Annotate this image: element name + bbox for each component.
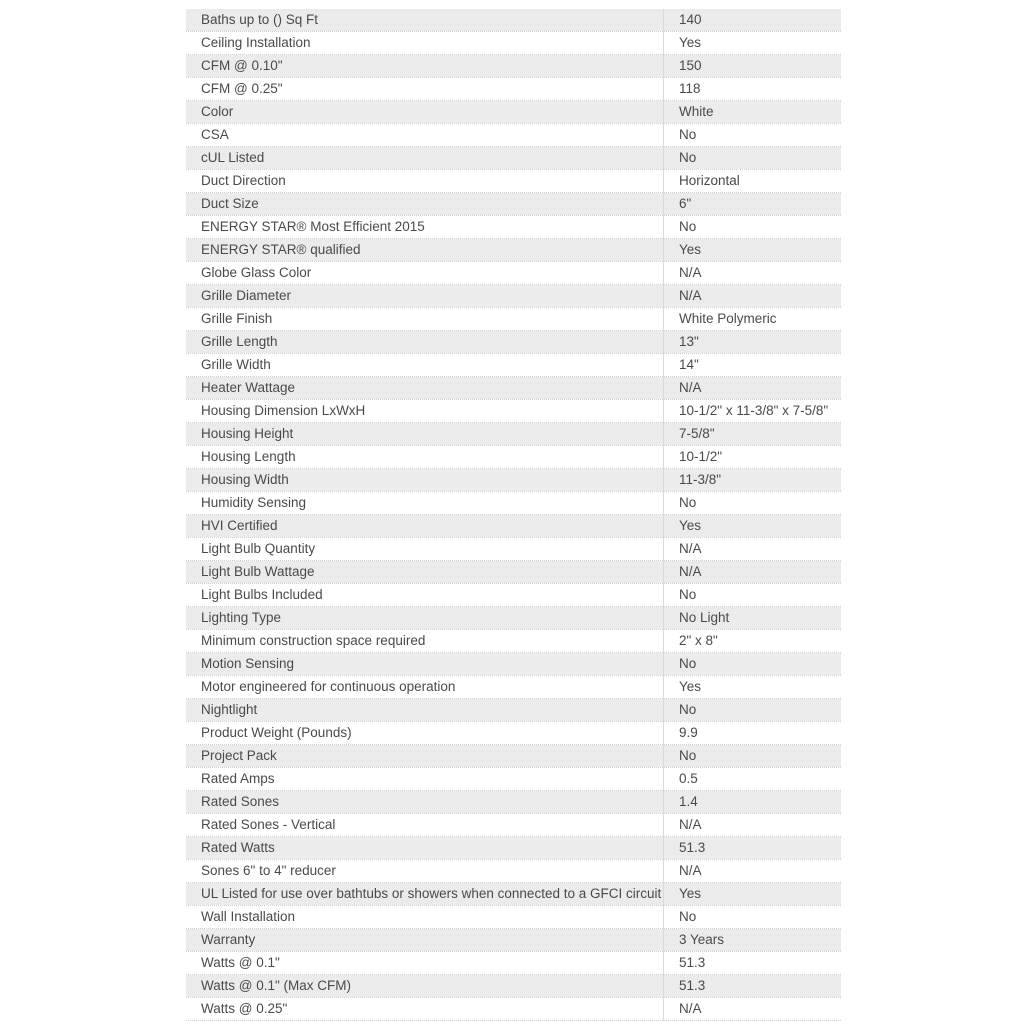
spec-label: Rated Sones xyxy=(186,791,664,814)
spec-label: Watts @ 0.25" xyxy=(186,998,664,1021)
table-row xyxy=(186,998,841,1021)
spec-label: CFM @ 0.10" xyxy=(186,55,664,78)
table-row xyxy=(186,469,841,492)
spec-label: Rated Watts xyxy=(186,837,664,860)
spec-label: ENERGY STAR® Most Efficient 2015 xyxy=(186,216,664,239)
spec-value: 1.4 xyxy=(664,791,842,814)
spec-label: Light Bulb Quantity xyxy=(186,538,664,561)
spec-value: 7-5/8" xyxy=(664,423,842,446)
table-row xyxy=(186,101,841,124)
spec-value: 11-3/8" xyxy=(664,469,842,492)
spec-value: 0.5 xyxy=(664,768,842,791)
specifications-table-body xyxy=(186,9,841,1021)
table-row xyxy=(186,216,841,239)
spec-value: No Light xyxy=(664,607,842,630)
table-row xyxy=(186,446,841,469)
table-row xyxy=(186,285,841,308)
spec-label: Watts @ 0.1" (Max CFM) xyxy=(186,975,664,998)
spec-value: No xyxy=(664,653,842,676)
table-row xyxy=(186,124,841,147)
spec-value: Horizontal xyxy=(664,170,842,193)
table-row xyxy=(186,653,841,676)
spec-label: Watts @ 0.1" xyxy=(186,952,664,975)
table-row xyxy=(186,952,841,975)
table-row xyxy=(186,860,841,883)
spec-label: Project Pack xyxy=(186,745,664,768)
spec-label: Grille Diameter xyxy=(186,285,664,308)
spec-label: Housing Dimension LxWxH xyxy=(186,400,664,423)
table-row xyxy=(186,147,841,170)
spec-value: White xyxy=(664,101,842,124)
spec-value: 51.3 xyxy=(664,975,842,998)
spec-value: No xyxy=(664,906,842,929)
spec-label: UL Listed for use over bathtubs or showers when connected to a GFCI circuit xyxy=(186,883,664,906)
spec-label: Humidity Sensing xyxy=(186,492,664,515)
spec-value: No xyxy=(664,147,842,170)
table-row xyxy=(186,722,841,745)
table-row xyxy=(186,515,841,538)
spec-value: Yes xyxy=(664,239,842,262)
table-row xyxy=(186,239,841,262)
spec-label: CFM @ 0.25" xyxy=(186,78,664,101)
spec-value: 150 xyxy=(664,55,842,78)
spec-label: Grille Width xyxy=(186,354,664,377)
spec-label: Duct Size xyxy=(186,193,664,216)
table-row xyxy=(186,607,841,630)
table-row xyxy=(186,262,841,285)
spec-value: 118 xyxy=(664,78,842,101)
spec-label: HVI Certified xyxy=(186,515,664,538)
spec-label: Rated Sones - Vertical xyxy=(186,814,664,837)
table-row xyxy=(186,929,841,952)
table-row xyxy=(186,377,841,400)
spec-label: Motion Sensing xyxy=(186,653,664,676)
spec-value: N/A xyxy=(664,860,842,883)
table-row xyxy=(186,423,841,446)
table-row xyxy=(186,883,841,906)
table-row xyxy=(186,400,841,423)
table-row xyxy=(186,676,841,699)
spec-label: Light Bulbs Included xyxy=(186,584,664,607)
spec-value: No xyxy=(664,216,842,239)
spec-value: 140 xyxy=(664,9,842,32)
spec-value: Yes xyxy=(664,676,842,699)
table-row xyxy=(186,791,841,814)
spec-value: No xyxy=(664,492,842,515)
spec-label: Ceiling Installation xyxy=(186,32,664,55)
spec-label: cUL Listed xyxy=(186,147,664,170)
table-row xyxy=(186,170,841,193)
spec-value: 51.3 xyxy=(664,952,842,975)
spec-value: 51.3 xyxy=(664,837,842,860)
spec-value: N/A xyxy=(664,262,842,285)
spec-value: Yes xyxy=(664,883,842,906)
spec-value: N/A xyxy=(664,285,842,308)
table-row xyxy=(186,32,841,55)
spec-value: No xyxy=(664,124,842,147)
spec-value: N/A xyxy=(664,561,842,584)
spec-label: Globe Glass Color xyxy=(186,262,664,285)
table-row xyxy=(186,331,841,354)
spec-label: Light Bulb Wattage xyxy=(186,561,664,584)
table-row xyxy=(186,745,841,768)
table-row xyxy=(186,975,841,998)
spec-value: N/A xyxy=(664,377,842,400)
spec-label: Wall Installation xyxy=(186,906,664,929)
spec-label: Grille Finish xyxy=(186,308,664,331)
table-row xyxy=(186,9,841,32)
spec-label: Color xyxy=(186,101,664,124)
table-row xyxy=(186,630,841,653)
table-row xyxy=(186,768,841,791)
spec-value: 13" xyxy=(664,331,842,354)
spec-value: No xyxy=(664,584,842,607)
table-row xyxy=(186,308,841,331)
specifications-table xyxy=(186,9,841,1021)
table-row xyxy=(186,584,841,607)
spec-value: 6" xyxy=(664,193,842,216)
spec-value: White Polymeric xyxy=(664,308,842,331)
spec-value: 10-1/2" x 11-3/8" x 7-5/8" xyxy=(664,400,842,423)
spec-label: Lighting Type xyxy=(186,607,664,630)
spec-label: CSA xyxy=(186,124,664,147)
table-row xyxy=(186,78,841,101)
spec-value: N/A xyxy=(664,538,842,561)
spec-label: Housing Length xyxy=(186,446,664,469)
spec-label: Minimum construction space required xyxy=(186,630,664,653)
spec-label: Product Weight (Pounds) xyxy=(186,722,664,745)
spec-value: Yes xyxy=(664,32,842,55)
table-row xyxy=(186,193,841,216)
spec-value: 10-1/2" xyxy=(664,446,842,469)
spec-label: Rated Amps xyxy=(186,768,664,791)
spec-value: 2" x 8" xyxy=(664,630,842,653)
spec-value: N/A xyxy=(664,814,842,837)
spec-value: N/A xyxy=(664,998,842,1021)
spec-value: Yes xyxy=(664,515,842,538)
spec-value: 3 Years xyxy=(664,929,842,952)
table-row xyxy=(186,837,841,860)
spec-label: Heater Wattage xyxy=(186,377,664,400)
spec-value: 9.9 xyxy=(664,722,842,745)
spec-value: 14" xyxy=(664,354,842,377)
table-row xyxy=(186,814,841,837)
spec-label: Sones 6" to 4" reducer xyxy=(186,860,664,883)
spec-label: Housing Width xyxy=(186,469,664,492)
table-row xyxy=(186,699,841,722)
spec-label: Baths up to () Sq Ft xyxy=(186,9,664,32)
table-row xyxy=(186,906,841,929)
spec-label: Housing Height xyxy=(186,423,664,446)
spec-label: ENERGY STAR® qualified xyxy=(186,239,664,262)
spec-label: Motor engineered for continuous operation xyxy=(186,676,664,699)
table-row xyxy=(186,561,841,584)
table-row xyxy=(186,354,841,377)
spec-label: Warranty xyxy=(186,929,664,952)
spec-value: No xyxy=(664,745,842,768)
spec-label: Grille Length xyxy=(186,331,664,354)
table-row xyxy=(186,492,841,515)
spec-label: Nightlight xyxy=(186,699,664,722)
spec-value: No xyxy=(664,699,842,722)
table-row xyxy=(186,538,841,561)
table-row xyxy=(186,55,841,78)
spec-label: Duct Direction xyxy=(186,170,664,193)
